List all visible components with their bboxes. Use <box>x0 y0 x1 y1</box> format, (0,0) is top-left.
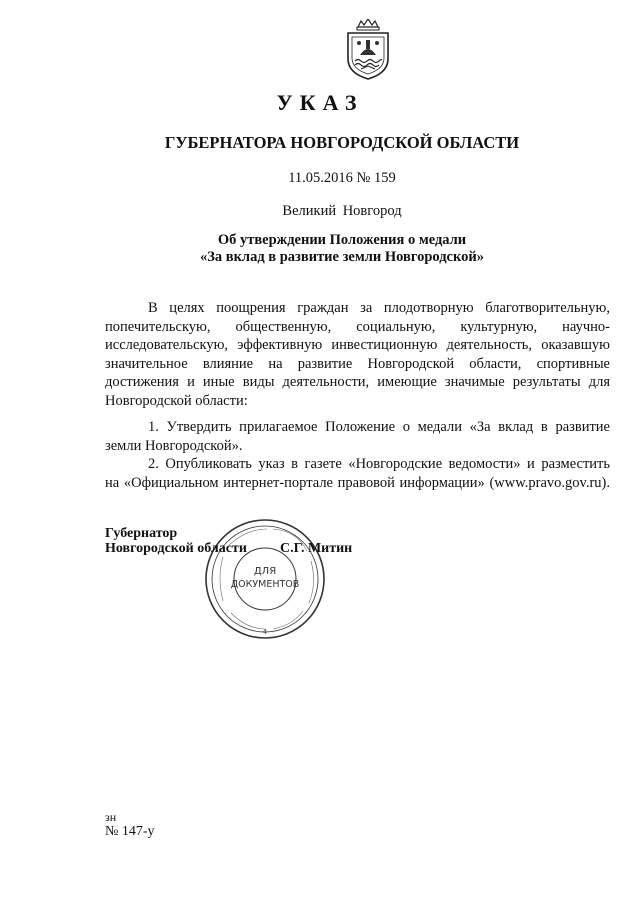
document-heading-line-2: «За вклад в развитие земли Новгородской» <box>199 249 485 265</box>
svg-text:4: 4 <box>262 628 268 636</box>
coat-of-arms-emblem <box>344 19 392 81</box>
paragraph-item-2 <box>105 455 610 492</box>
stamp-center-text-2: ДОКУМЕНТОВ <box>230 579 300 590</box>
place-of-issue: Великий Новгород <box>282 203 402 219</box>
text-line: Новгородской области: <box>105 392 248 409</box>
text-line: исследовательскую, эффективную инвестиционную деятельность, оказавшую <box>105 337 610 353</box>
paragraph-item-1 <box>105 418 610 455</box>
text-line: на «Официальном интернет-портале правовой информации» (www.pravo.gov.ru). <box>105 474 610 491</box>
text-line: достижения и иные виды деятельности, имеющие значимые результаты для <box>105 374 610 390</box>
paragraph-preamble <box>105 299 610 410</box>
signatory-name: С.Г. Митин <box>280 541 353 556</box>
footer-code: зн <box>105 810 117 824</box>
official-seal-stamp <box>203 517 327 641</box>
text-line: попечительскую, общественную, социальную, культурную, научно- <box>105 318 610 335</box>
footer-number: № 147-у <box>105 824 155 839</box>
document-heading-line-1: Об утверждении Положения о медали <box>217 232 467 248</box>
signature-title: Губернатор <box>105 526 178 541</box>
document-subtitle: ГУБЕРНАТОРА НОВГОРОДСКОЙ ОБЛАСТИ <box>164 133 520 152</box>
text-line: земли Новгородской». <box>105 437 243 454</box>
text-line: 2. Опубликовать указ в газете «Новгородские ведомости» и разместить <box>148 456 610 472</box>
date-and-number: 11.05.2016 № 159 <box>288 170 396 186</box>
text-line: 1. Утвердить прилагаемое Положение о медали «За вклад в развитие <box>148 419 610 435</box>
signature-region: Новгородской области <box>105 541 247 556</box>
document-title: УКАЗ <box>276 90 364 115</box>
text-line: значительное влияние на развитие Новгородской области, спортивные <box>105 355 610 372</box>
stamp-center-text-1: ДЛЯ <box>253 566 277 577</box>
text-line: В целях поощрения граждан за плодотворную благотворительную, <box>148 300 610 316</box>
